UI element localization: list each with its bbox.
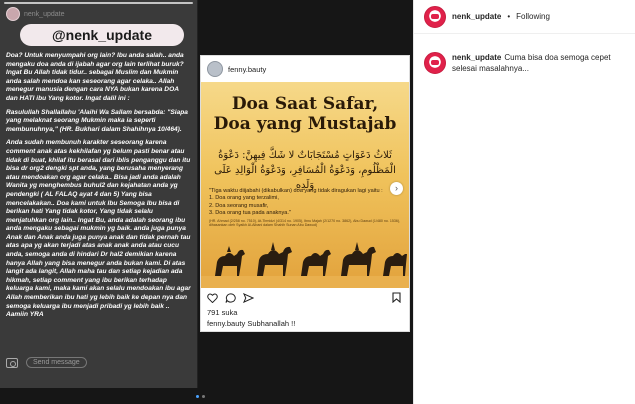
comment-avatar[interactable] [424, 52, 446, 74]
image-headline-line-1: Doa Saat Safar, [231, 94, 379, 114]
story-paragraph-1: Doa? Untuk menyumpahi org lain? Ibu anda salah.. anda mengaku doa anda di ijabah agar org lain terlihat buruk? Ingat Bu Allah tidak tidur.. sebagai Muslim dan Mukmin anda salah mendoa kan seseorang agar celaka.. Allah menegur manusia dengan cara NYA bukan karena DOA dan HATI ibu Yang kotor. Ingat dalil ini : [6, 52, 184, 102]
caption-username: fenny.bauty [207, 319, 246, 328]
following-button[interactable]: Following [516, 12, 550, 21]
embedded-post-caption [201, 318, 409, 330]
story-avatar [6, 7, 20, 21]
story-header [6, 6, 191, 22]
carousel-dot [202, 395, 205, 398]
quote-line-2: 1. Doa orang yang terzalimi, [209, 195, 279, 202]
comment-body [452, 52, 625, 74]
story-message-input: Send message [26, 357, 87, 368]
image-arabic-text [207, 148, 403, 193]
embedded-post-avatar [207, 61, 223, 77]
comments-panel [413, 0, 635, 404]
story-text [6, 52, 192, 325]
story-title: @nenk_update [51, 27, 152, 43]
comment-text: Cuma bisa doa semoga cepet selesai masalahnya... [452, 53, 611, 73]
camel-caravan-silhouette [201, 224, 409, 288]
caption-comment [414, 34, 635, 74]
quote-line-3: 2. Doa seorang musafir, [209, 202, 269, 209]
embedded-post-image [201, 82, 409, 288]
profile-avatar[interactable] [424, 6, 446, 28]
image-quote [209, 188, 401, 218]
header-separator: • [507, 12, 511, 21]
embedded-post-actions [201, 288, 409, 308]
quote-line-1: "Tiga waktu diijabahi (dikabulkan) doa yang tidak diragukan lagi yaitu : [209, 188, 383, 194]
story-screenshot [0, 0, 198, 388]
arabic-line-2: الْمَظْلُومِ، وَدَعْوَةُ الْمُسَافِرِ، وَدَعْوَةُ الْوَالِدِ عَلَى وَلَدِهِ [214, 165, 396, 191]
camera-icon [6, 358, 18, 368]
profile-username[interactable]: nenk_update [452, 12, 502, 21]
next-image-button: › [390, 182, 403, 195]
story-title-bubble [20, 24, 184, 46]
story-paragraph-2: Rasulullah Shallallahu 'Alaihi Wa Sallam bersabda: "Siapa yang melaknat seorang Mukmin maka ia seperti membunuhnya," (HR. Bukhari dalam Shahihnya 10/464). [6, 108, 188, 133]
image-headline-line-2: Doa yang Mustajab [213, 114, 397, 134]
embedded-post-card [200, 55, 410, 332]
story-paragraph-3: Anda sudah membunuh karakter seseorang karena comment anak atas kekhilafan yg belum pasti benar atau tidak di buat, khilaf itu berasal dari iblis penganggu dan itu bisa dr org2 dengki spt anda, yang berusaha menyerang atau mendoakan org agar celaka.. Bisa jadi anda adalah Wanita yg menghembus buhul2 dan kejahatan anda yg pendengki ( AL FALAQ ayat 4 dan 5) Yang bisa mencelakakan.. Doa kami untuk Ibu Semoga Ibu bisa di berikan hati Yang tidak kotor, Yang tidak selalu menjatuhkan org lain.. Ingat Bu, anda adalah seorang ibu anda mengaku sebagai mukmin yg baik. anda juga punya Anak dan Anak anda juga punya anak dan tidak pernah tau atas apa yg akan terjadi atas anak anak anda atau cucu anda, semoga anda di hindari Dr hal2 demikian karena hanya Allah yang bisa menegur anda bukan kami. Di atas langit ada langit, Allah maha tau dan setiap kejadian ada hikmah, setiap comment yang ibu berikan terhadap keluarga kami, maka kami akan selalu mendoakan ibu agar Allah memberikan ibu hati yg lebih baik ke depan nya dan semoga keluarga ibu menjadi pribadi yg lebih baik .. Aamiin YRA [6, 139, 191, 319]
embedded-post-header [201, 56, 409, 82]
bookmark-icon [392, 292, 401, 303]
arabic-line-1: ثَلاثُ دَعَوَاتٍ مُسْتَجَابَاتٌ لا شَكَّ فِيهِنَّ: دَعْوَةُ [218, 150, 392, 161]
story-footer [6, 357, 87, 368]
comment-icon [225, 293, 236, 303]
post-header [414, 0, 635, 34]
share-icon [243, 293, 254, 303]
story-progress-bar [4, 2, 193, 4]
comment-username[interactable]: nenk_update [452, 53, 502, 62]
image-headline [201, 94, 409, 134]
caption-text: Subhanallah !! [247, 319, 296, 328]
carousel-dot-active [196, 395, 199, 398]
quote-line-4: 3. Doa orang tua pada anaknya." [209, 210, 291, 217]
carousel-dots [196, 395, 205, 398]
embedded-post-username: fenny.bauty [228, 64, 267, 74]
embedded-post-likes: 791 suka [207, 308, 238, 317]
image-hadith-source: (HR. Ahmad (2/258 no. 7510), At-Tirmidzi (4/314 no. 1905), Ibnu Majah (2/1270 no. 3862), Abu Dawud (1/480 no. 1536), dihasankan oleh Syaikh Al-Albani dalam Shahih Sunan Abu Dawud) [209, 219, 401, 227]
heart-icon [207, 293, 218, 303]
story-username: nenk_update [24, 10, 65, 18]
